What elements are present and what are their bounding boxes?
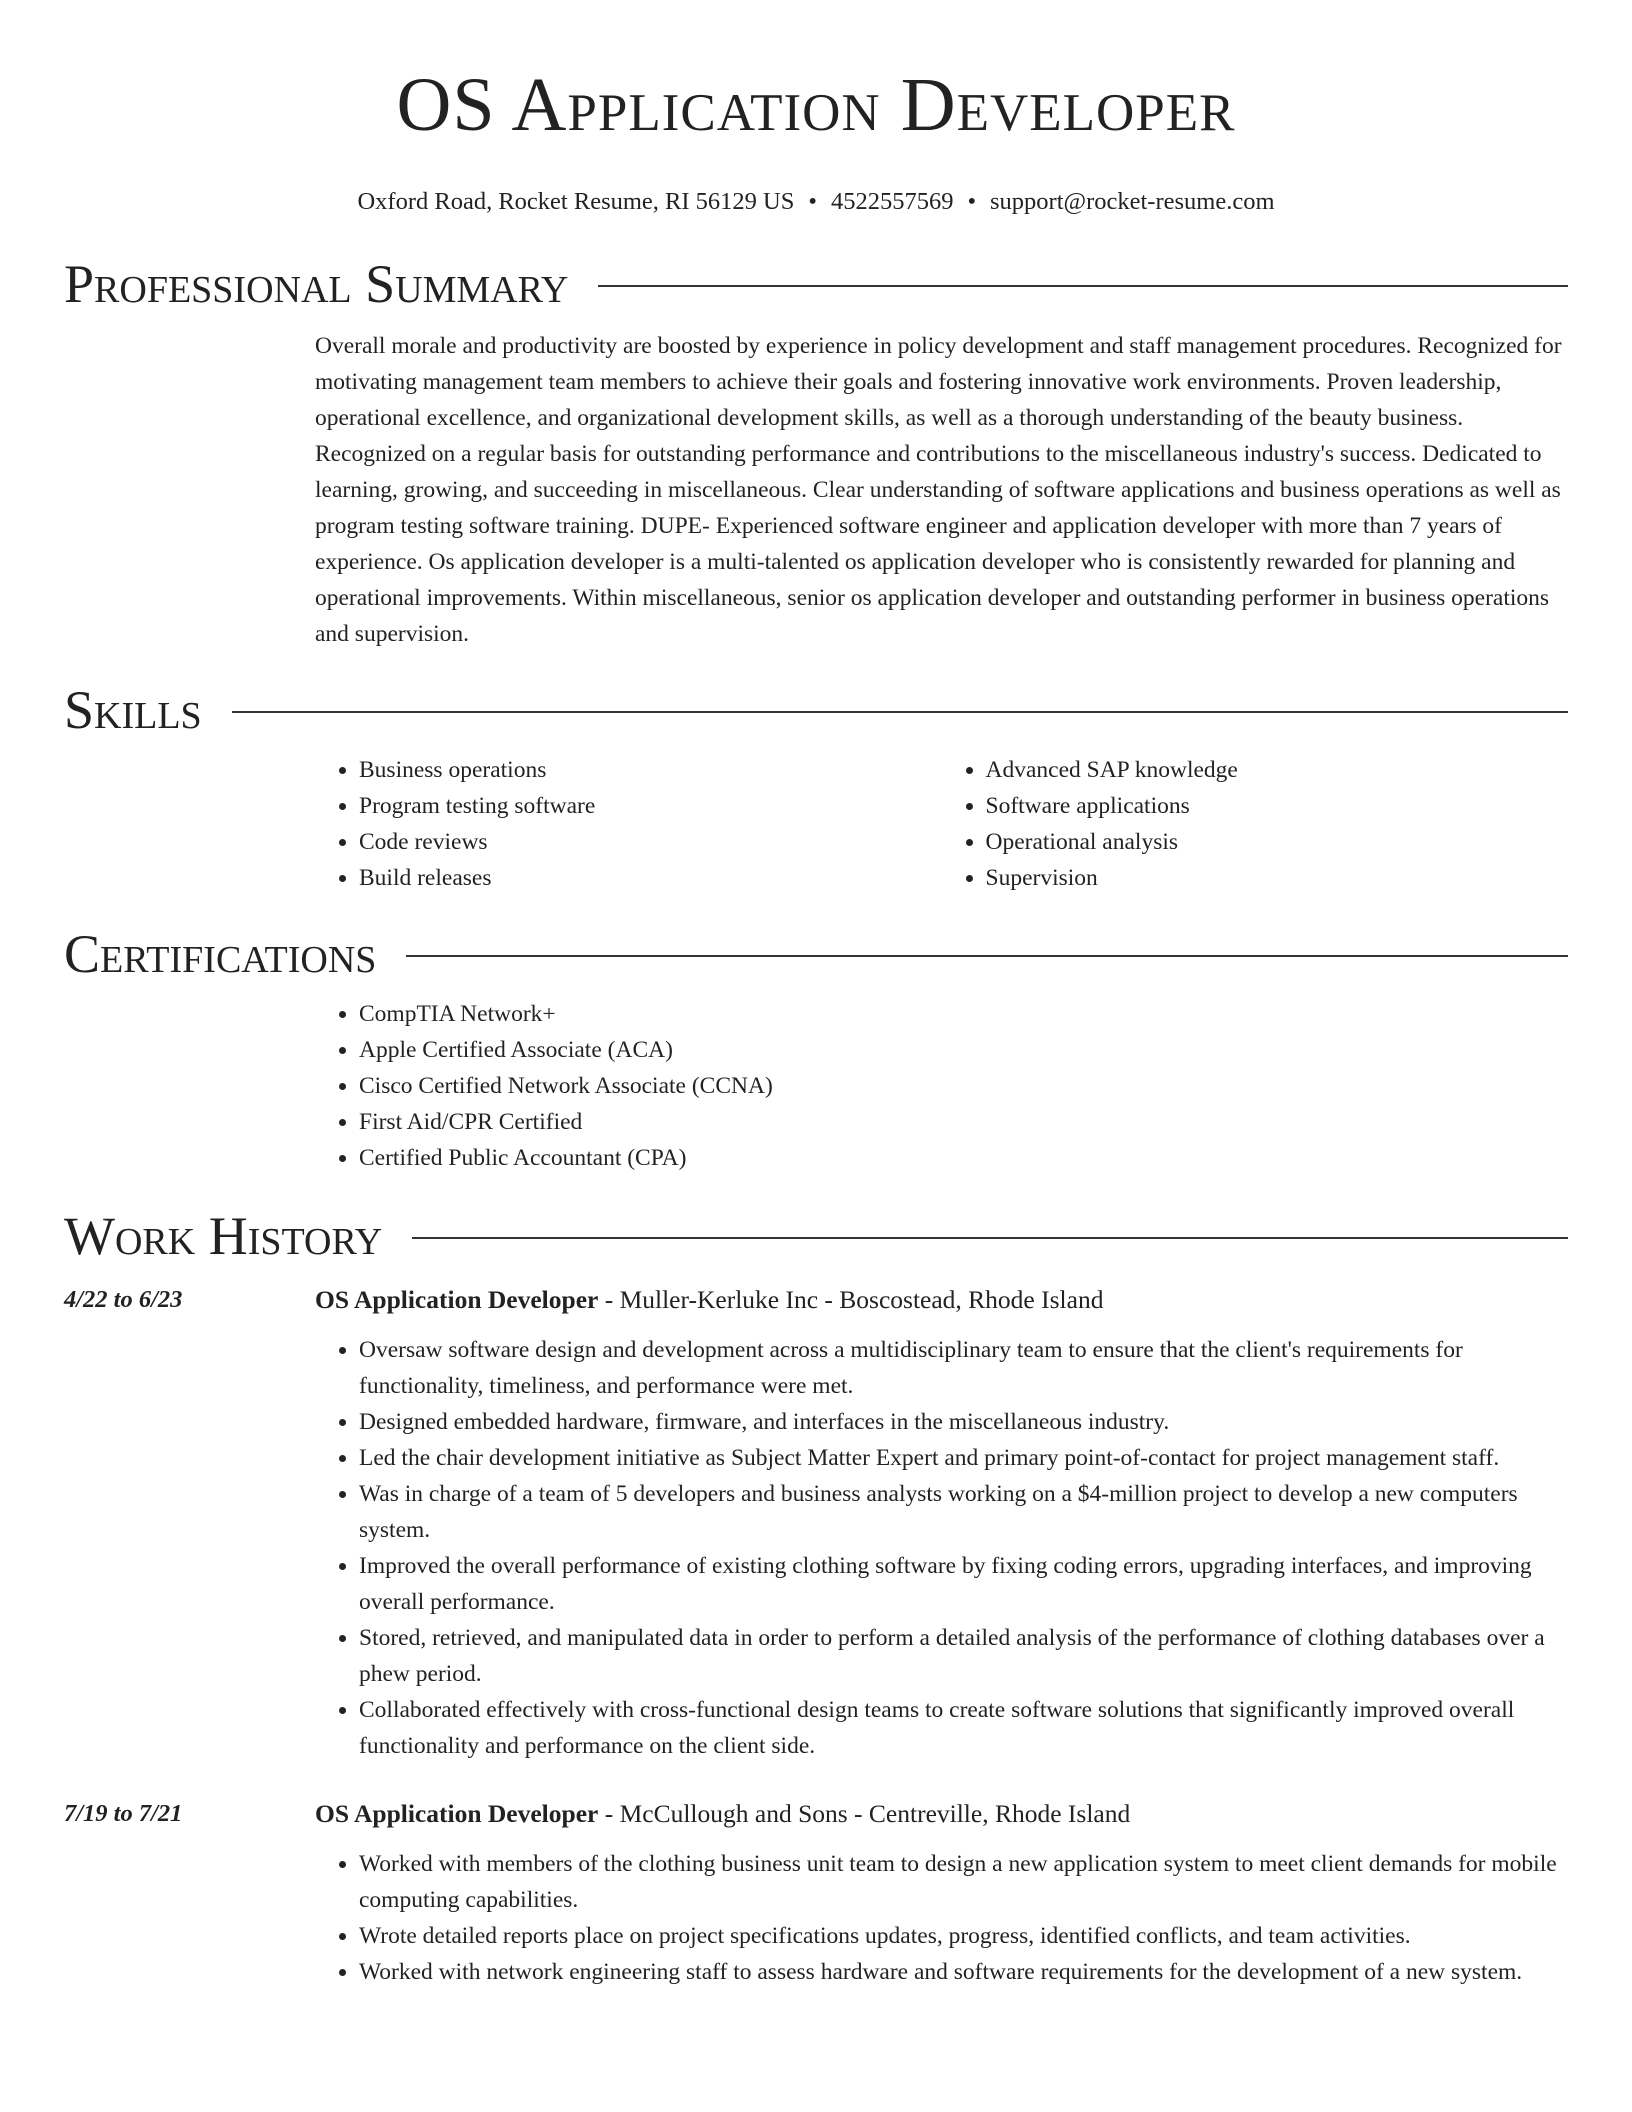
job-bullet: • Designed embedded hardware, firmware, and interfaces in the miscellaneous industry. (359, 1404, 1568, 1440)
skill-item: • Operational analysis (986, 824, 1569, 860)
certification-item: • First Aid/CPR Certified (359, 1104, 1568, 1140)
job-dates: 4/22 to 6/23 (64, 1286, 183, 1313)
resume-page (64, 0, 1568, 1990)
section-divider (598, 285, 1568, 287)
job-entry (64, 1282, 1568, 1764)
section-divider (406, 955, 1568, 957)
skills-list-left (315, 752, 942, 896)
job-bullet: • Wrote detailed reports place on project specifications updates, progress, identified conflicts, and team activities. (359, 1918, 1568, 1954)
section-divider (412, 1237, 1568, 1239)
certification-item: • CompTIA Network+ (359, 996, 1568, 1032)
skill-item: • Advanced SAP knowledge (986, 752, 1569, 788)
work-section-title: Work History (64, 1206, 383, 1266)
summary-section-header (64, 252, 1568, 316)
job-bullets (315, 1846, 1568, 1990)
contact-email: support@rocket-resume.com (990, 188, 1275, 215)
job-title: OS Application Developer (315, 1799, 599, 1828)
contact-separator: • (967, 188, 977, 215)
skill-item: • Build releases (359, 860, 942, 896)
certifications-section-title: Certifications (64, 924, 377, 984)
job-bullet: • Improved the overall performance of existing clothing software by fixing coding errors, upgrading interfaces, and improving overall performance. (359, 1548, 1568, 1620)
certifications-section-header (64, 922, 1568, 986)
job-bullet: • Stored, retrieved, and manipulated data in order to perform a detailed analysis of the performance of clothing databases over a phew period. (359, 1620, 1568, 1692)
contact-phone: 4522557569 (830, 188, 954, 215)
certification-item: • Cisco Certified Network Associate (CCNA) (359, 1068, 1568, 1104)
job-bullet: • Was in charge of a team of 5 developers and business analysts working on a $4-million project to develop a new computers system. (359, 1476, 1568, 1548)
job-bullet: • Collaborated effectively with cross-functional design teams to create software solutions that significantly improved overall functionality and performance on the client side. (359, 1692, 1568, 1764)
summary-text: Overall morale and productivity are boosted by experience in policy development and staff management procedures. Recognized for motivating management team members to achieve their goals and fostering innovative work environments. Proven leadership, operational excellence, and organizational development skills, as well as a thorough understanding of the beauty business. Recognized on a regular basis for outstanding performance and contributions to the miscellaneous industry's success. Dedicated to learning, growing, and succeeding in miscellaneous. Clear understanding of software applications and business operations as well as program testing software training. DUPE- Experienced software engineer and application developer with more than 7 years of experience. Os application developer is a multi-talented os application developer who is consistently rewarded for planning and operational improvements. Within miscellaneous, senior os application developer and outstanding performer in business operations and supervision. (315, 333, 1562, 647)
contact-line (64, 186, 1568, 218)
resume-name: OS Application Developer (396, 63, 1236, 147)
job-bullet: • Led the chair development initiative as Subject Matter Expert and primary point-of-contact for project management staff. (359, 1440, 1568, 1476)
job-dates: 7/19 to 7/21 (64, 1800, 183, 1827)
skill-item: • Code reviews (359, 824, 942, 860)
skill-item: • Program testing software (359, 788, 942, 824)
job-bullet: • Worked with network engineering staff to assess hardware and software requirements for the development of a new system. (359, 1954, 1568, 1990)
work-section-header (64, 1204, 1568, 1268)
job-entry (64, 1796, 1568, 1990)
skills-section-header (64, 678, 1568, 742)
skills-grid (315, 752, 1568, 896)
skills-list-right (942, 752, 1569, 896)
certification-item: • Certified Public Accountant (CPA) (359, 1140, 1568, 1176)
summary-section (315, 328, 1568, 652)
job-bullet: • Oversaw software design and development across a multidisciplinary team to ensure that the client's requirements for functionality, timeliness, and performance were met. (359, 1332, 1568, 1404)
skills-section (315, 752, 1568, 896)
summary-section-title: Professional Summary (64, 254, 569, 314)
contact-address: Oxford Road, Rocket Resume, RI 56129 US (357, 188, 795, 215)
job-company: - McCullough and Sons - Centreville, Rhode Island (598, 1799, 1131, 1828)
skill-item: • Software applications (986, 788, 1569, 824)
skills-section-title: Skills (64, 680, 202, 740)
job-title-line (315, 1796, 1568, 1832)
certifications-section (315, 996, 1568, 1176)
job-company: - Muller-Kerluke Inc - Boscostead, Rhode Island (598, 1285, 1104, 1314)
skill-item: • Supervision (986, 860, 1569, 896)
job-title-line (315, 1282, 1568, 1318)
contact-separator: • (808, 188, 817, 215)
skill-item: • Business operations (359, 752, 942, 788)
job-bullet: • Worked with members of the clothing business unit team to design a new application system to meet client demands for mobile computing capabilities. (359, 1846, 1568, 1918)
certifications-list (315, 996, 1568, 1176)
job-title: OS Application Developer (315, 1285, 599, 1314)
certification-item: • Apple Certified Associate (ACA) (359, 1032, 1568, 1068)
job-bullets (315, 1332, 1568, 1764)
section-divider (232, 711, 1568, 713)
